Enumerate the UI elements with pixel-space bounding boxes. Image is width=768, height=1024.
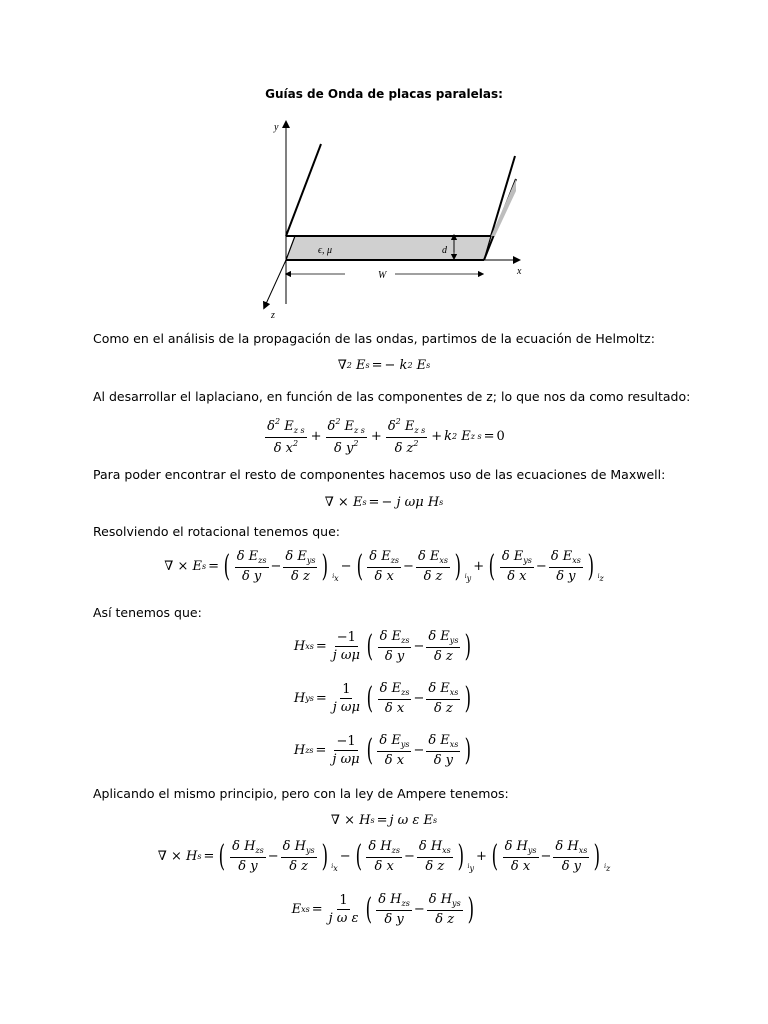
equation-helmholtz: ∇ 2 E s = − k 2 E s <box>337 358 431 373</box>
y-axis-label: y <box>274 122 279 133</box>
x-axis-label: x <box>517 266 522 277</box>
equation-curl-h: ∇ × H s = ( $\frac{\delta H_{zs}}{\text{δ y}}$ − $\frac{\delta H_{ys}}{\text{δ z}}$ ) $i_x$ − ( $\frac{\delta H_{zs}}{\text{δ x}}$ − $\frac{\delta H_{xs}}{\text{δ z}}$ ) $i_y$ + ( $\frac{\delta H_{ys}}{\text{δ x}}$ − $\frac{\delta H_{xs}}{\text{δ y}}$ ) $i_z$ <box>157 838 611 874</box>
width-label: W <box>378 270 387 281</box>
paragraph-helmholtz: Como en el análisis de la propagación de las ondas, partimos de la ecuación de Helmoltz: <box>93 331 655 346</box>
material-label: ϵ, μ <box>318 245 333 256</box>
paragraph-laplacian: Al desarrollar el laplaciano, en función de las componentes de z; lo que nos da como resultado: <box>93 389 691 404</box>
z-axis-label: z <box>271 310 275 321</box>
equation-hxs: H xs = $\frac{-1}{\text{j ωμ}}$ ( $\frac{\delta E_{zs}}{\text{δ y}}$ − $\frac{\delta E_{ys}}{\text{δ z}}$ ) <box>293 628 472 664</box>
equation-faraday: ∇ × E s = − j ωμ H s <box>324 495 444 510</box>
height-label: d <box>442 245 447 256</box>
paragraph-rotational: Resolviendo el rotacional tenemos que: <box>93 524 340 539</box>
dielectric-slab <box>286 236 491 260</box>
equation-laplacian: $\frac{\delta^2 E_{z s}}{\delta x^2}$ + $\frac{\delta^2 E_{z s}}{\delta y^2}$ + $\frac{\delta^2 E_{z s}}{\delta z^2}$ + k 2 E z s = 0 <box>267 417 505 456</box>
paragraph-results: Así tenemos que: <box>93 605 202 620</box>
equation-curl-e: ∇ × E s = ( $\frac{\delta E_{zs}}{\text{δ y}}$ − $\frac{\delta E_{ys}}{\text{δ z}}$ ) $i_x$ − ( $\frac{\delta E_{zs}}{\text{δ x}}$ − $\frac{\delta E_{xs}}{\text{δ z}}$ ) $i_y$ + ( $\frac{\delta E_{ys}}{\text{δ x}}$ − $\frac{\delta E_{xs}}{\text{δ y}}$ ) $i_z$ <box>164 548 604 584</box>
paragraph-ampere: Aplicando el mismo principio, pero con la ley de Ampere tenemos: <box>93 786 509 801</box>
equation-ampere: ∇ × H s = j ω ε E s <box>330 813 438 828</box>
paragraph-maxwell: Para poder encontrar el resto de componentes hacemos uso de las ecuaciones de Maxwell: <box>93 467 666 482</box>
page-title: Guías de Onda de placas paralelas: <box>265 87 503 101</box>
equation-hzs: H zs = $\frac{-1}{\text{j ωμ}}$ ( $\frac{\delta E_{ys}}{\text{δ x}}$ − $\frac{\delta E_{xs}}{\text{δ y}}$ ) <box>293 732 472 768</box>
equation-hys: H ys = $\frac{1}{\text{j ωμ}}$ ( $\frac{\delta E_{zs}}{\text{δ x}}$ − $\frac{\delta E_{xs}}{\text{δ z}}$ ) <box>293 680 472 716</box>
equation-exs: E xs = $\frac{1}{\text{j ω ε}}$ ( $\frac{\delta H_{zs}}{\text{δ y}}$ − $\frac{\delta H_{ys}}{\text{δ z}}$ ) <box>291 891 474 927</box>
z-axis <box>265 260 286 306</box>
waveguide-figure <box>255 116 535 321</box>
